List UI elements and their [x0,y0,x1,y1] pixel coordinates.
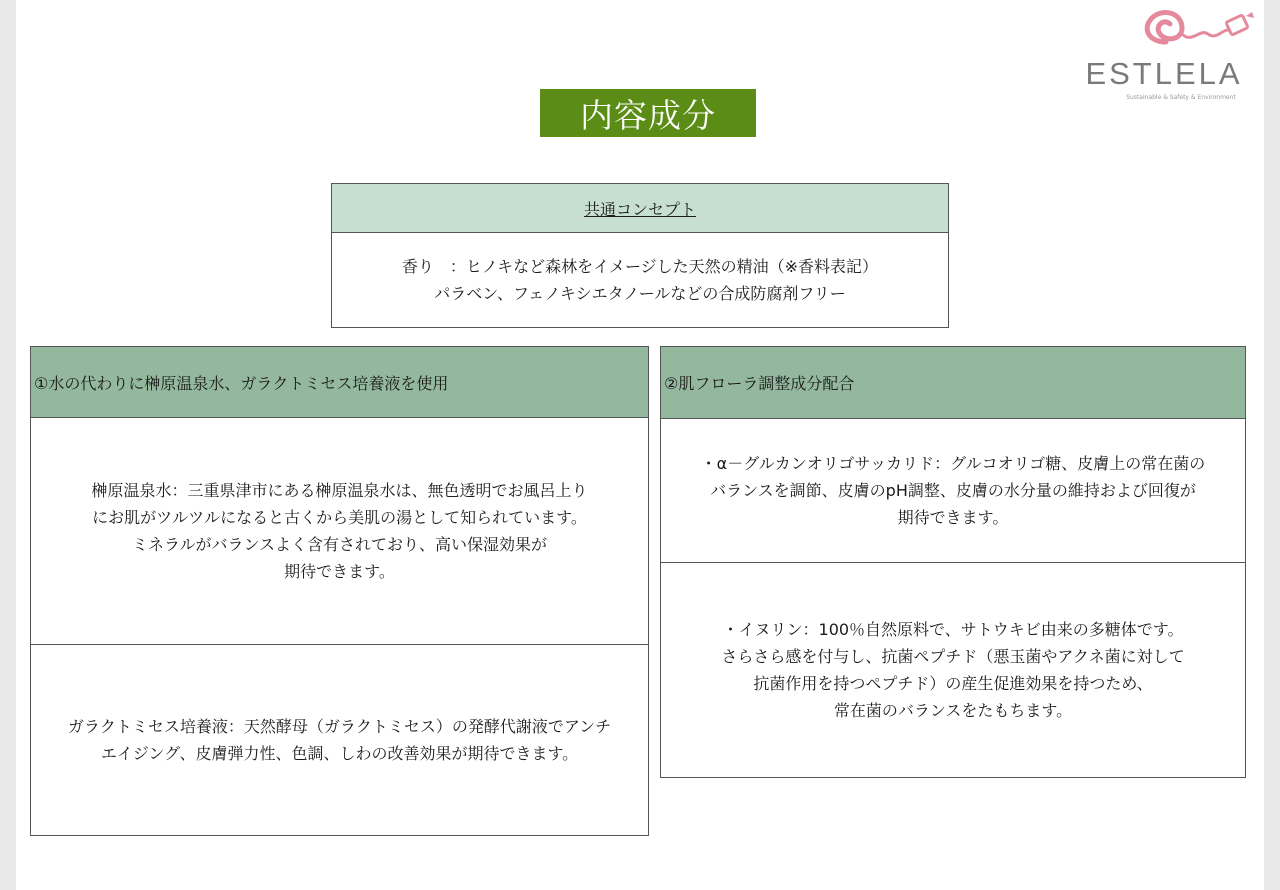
right-block-inulin [661,563,1245,777]
left-block-galactomyces [31,645,648,835]
right-panel-header-label: ②肌フローラ調整成分配合 [664,374,855,393]
right-block2-line: さらさら感を付与し、抗菌ペプチド（悪玉菌やアクネ菌に対して [721,647,1185,666]
left-block1-line: 榊原温泉水：三重県津市にある榊原温泉水は、無色透明でお風呂上り [91,481,588,500]
page-title: 内容成分 [540,89,756,137]
left-block1-line: にお肌がツルツルになると古くから美肌の湯として知られています。 [92,508,587,527]
logo-swirl-icon [1136,4,1266,64]
logo [1066,4,1266,104]
right-block-glucan [661,419,1245,563]
left-block1-line: 期待できます。 [284,562,395,581]
slide [16,0,1264,890]
right-block2-line: 抗菌作用を持つペプチド）の産生促進効果を持つため、 [753,674,1153,693]
left-panel-header [31,347,648,418]
left-block2-line: エイジング、皮膚弾力性、色調、しわの改善効果が期待できます。 [100,744,579,763]
concept-body [332,233,948,327]
right-block1-line: ・α－グルカンオリゴサッカリド：グルコオリゴ糖、皮膚上の常在菌の [700,454,1206,473]
left-panel [30,346,649,836]
concept-box [331,183,949,328]
right-block1-line: 期待できます。 [897,508,1009,527]
concept-line: 香り ：ヒノキなど森林をイメージした天然の精油（※香料表記） [401,257,879,276]
right-block2-line: ・イヌリン：100％自然原料で、サトウキビ由来の多糖体です。 [722,620,1184,639]
left-block-onsen [31,418,648,645]
left-block2-line: ガラクトミセス培養液：天然酵母（ガラクトミセス）の発酵代謝液でアンチ [67,717,612,736]
right-panel [660,346,1246,778]
logo-wordmark: ESTLELA [1085,56,1243,91]
logo-tagline: Sustainable & Safety & Environment [1126,94,1236,101]
concept-line: パラベン、フェノキシエタノールなどの合成防腐剤フリー [434,284,846,303]
concept-header [332,184,948,233]
right-block1-line: バランスを調節、皮膚のpH調整、皮膚の水分量の維持および回復が [710,481,1196,500]
right-panel-header [661,347,1245,419]
right-block2-line: 常在菌のバランスをたもちます。 [833,701,1073,720]
concept-header-label: 共通コンセプト [583,199,696,219]
left-block1-line: ミネラルがバランスよく含有されており、高い保湿効果が [131,535,548,554]
left-panel-header-label: ①水の代わりに榊原温泉水、ガラクトミセス培養液を使用 [34,373,449,393]
